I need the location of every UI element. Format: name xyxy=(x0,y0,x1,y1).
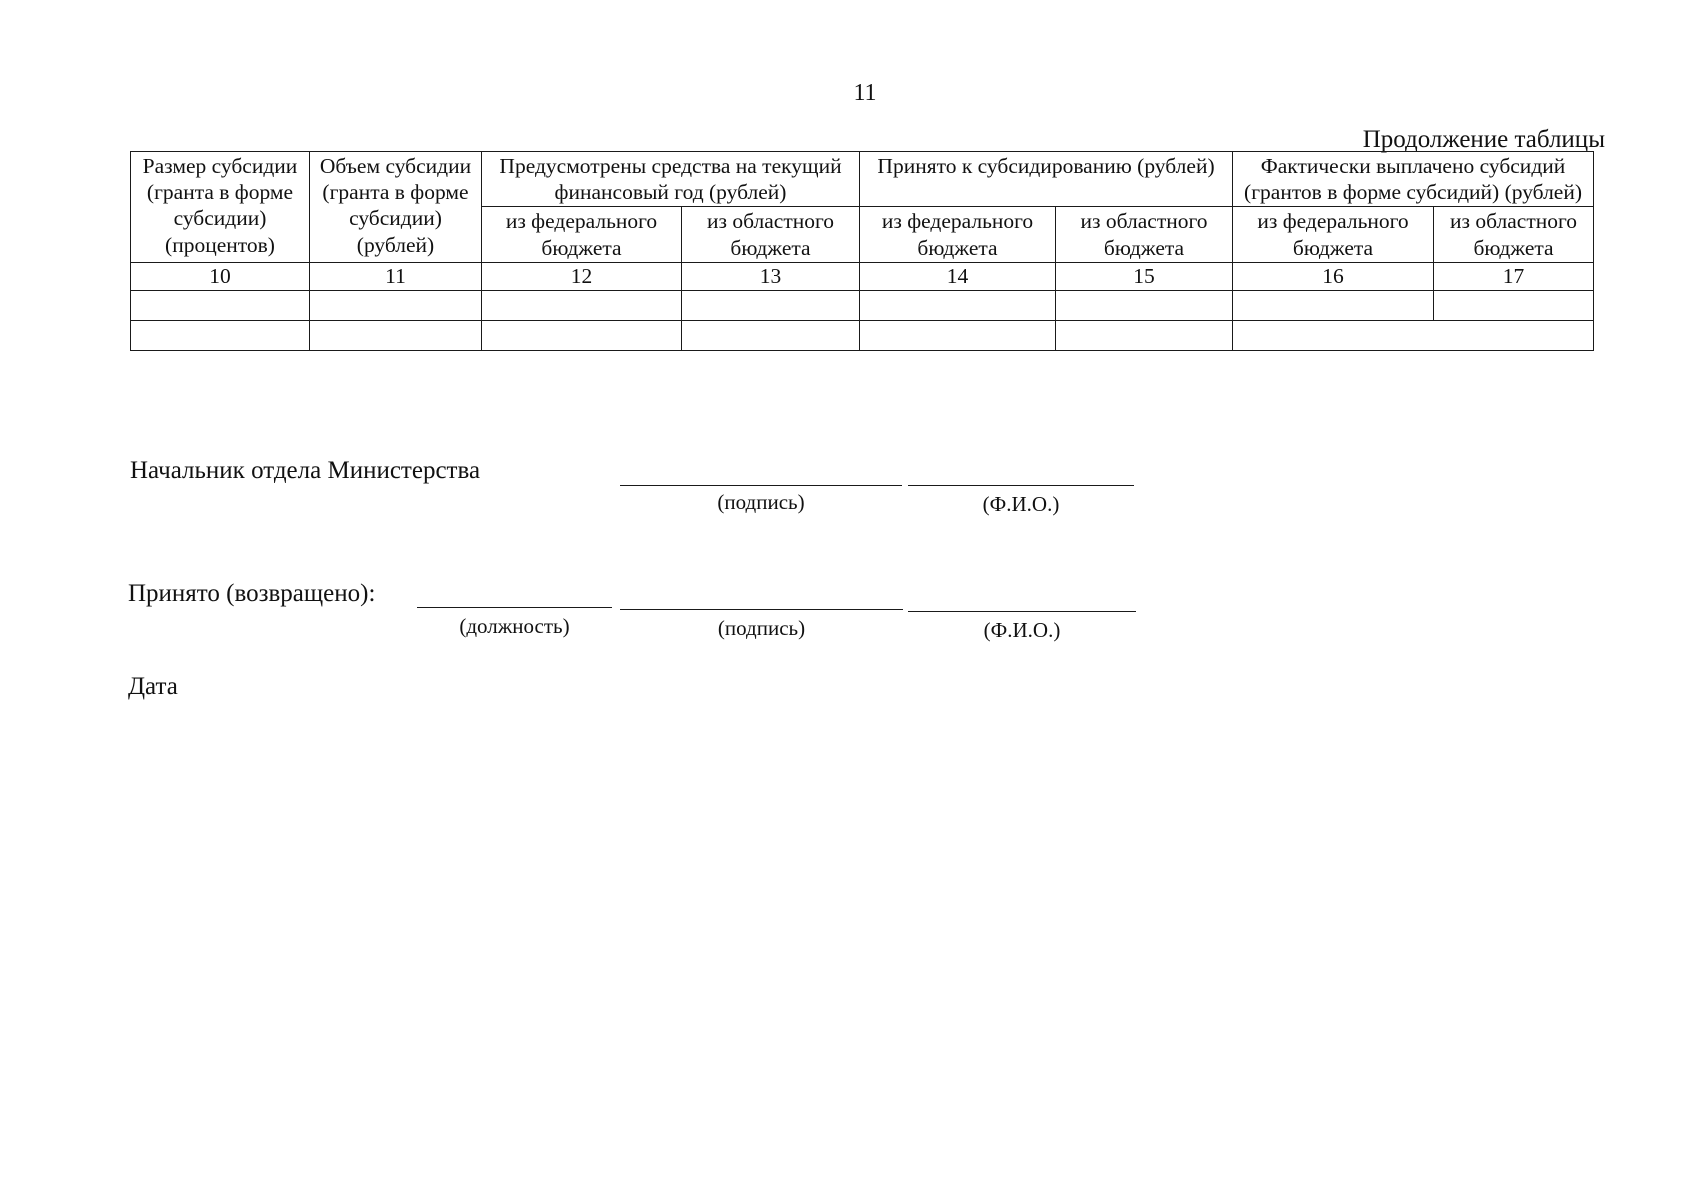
table-cell[interactable] xyxy=(1233,290,1434,320)
table-cell[interactable] xyxy=(682,290,860,320)
table-cell[interactable] xyxy=(131,320,310,350)
accepted-name-caption: (Ф.И.О.) xyxy=(983,618,1061,642)
accepted-name-line[interactable] xyxy=(908,611,1136,612)
table-row xyxy=(131,290,1594,320)
table-cell[interactable] xyxy=(1056,290,1233,320)
header-subsidy-size: Размер субсидии (гранта в форме субсидии) (процентов) xyxy=(131,152,310,263)
table-cell[interactable] xyxy=(1434,290,1594,320)
subsidy-table xyxy=(130,151,1594,351)
header-accepted-federal: из федерального бюджета xyxy=(860,207,1056,262)
header-planned-federal: из федерального бюджета xyxy=(482,207,682,262)
table-cell[interactable] xyxy=(310,290,482,320)
table-cell[interactable] xyxy=(1233,320,1594,350)
accepted-position-caption: (должность) xyxy=(459,614,570,638)
header-paid-federal: из федерального бюджета xyxy=(1233,207,1434,262)
table-cell[interactable] xyxy=(860,290,1056,320)
table-cell[interactable] xyxy=(482,320,682,350)
column-number: 14 xyxy=(860,262,1056,290)
date-label: Дата xyxy=(128,673,178,700)
table-cell[interactable] xyxy=(482,290,682,320)
table-cell[interactable] xyxy=(860,320,1056,350)
column-number: 10 xyxy=(131,262,310,290)
accepted-signature-caption: (подпись) xyxy=(717,616,806,640)
header-actually-paid: Фактически выплачено субсидий (грантов в форме субсидий) (рублей) xyxy=(1233,152,1594,207)
table-cell[interactable] xyxy=(310,320,482,350)
column-number: 11 xyxy=(310,262,482,290)
accepted-signature-line[interactable] xyxy=(620,609,903,610)
header-accepted-for-subsidy: Принято к субсидированию (рублей) xyxy=(860,152,1233,207)
column-number-row xyxy=(131,262,1594,290)
header-planned-funds: Предусмотрены средства на текущий финансовый год (рублей) xyxy=(482,152,860,207)
column-number: 12 xyxy=(482,262,682,290)
table-row xyxy=(131,320,1594,350)
column-number: 17 xyxy=(1434,262,1594,290)
header-subsidy-volume: Объем субсидии (гранта в форме субсидии) (рублей) xyxy=(310,152,482,263)
accepted-returned-label: Принято (возвращено): xyxy=(128,580,376,607)
column-number: 13 xyxy=(682,262,860,290)
table-cell[interactable] xyxy=(682,320,860,350)
head-signature-line[interactable] xyxy=(620,485,902,486)
page-number: 11 xyxy=(853,80,877,106)
continuation-label: Продолжение таблицы xyxy=(1362,126,1605,153)
column-number: 15 xyxy=(1056,262,1233,290)
accepted-position-line[interactable] xyxy=(417,607,612,608)
head-of-department-label: Начальник отдела Министерства xyxy=(130,457,481,484)
head-signature-caption: (подпись) xyxy=(717,490,805,514)
header-planned-regional: из областного бюджета xyxy=(682,207,860,262)
table-cell[interactable] xyxy=(1056,320,1233,350)
column-number: 16 xyxy=(1233,262,1434,290)
header-accepted-regional: из областного бюджета xyxy=(1056,207,1233,262)
header-paid-regional: из областного бюджета xyxy=(1434,207,1594,262)
head-name-line[interactable] xyxy=(908,485,1134,486)
table-cell[interactable] xyxy=(131,290,310,320)
head-name-caption: (Ф.И.О.) xyxy=(982,492,1060,516)
